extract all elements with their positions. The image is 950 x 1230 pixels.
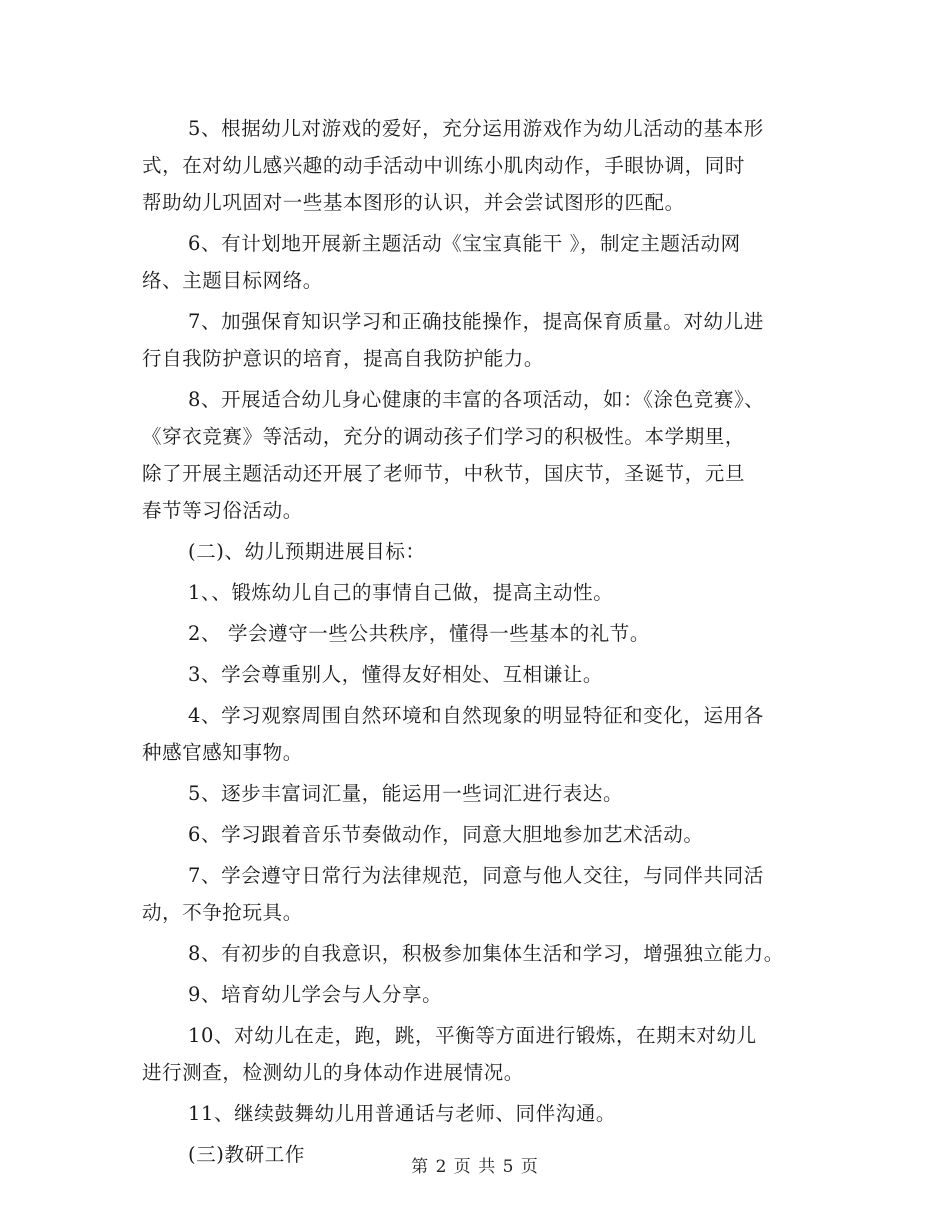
- paragraph-line: 种感官感知事物。: [142, 741, 303, 764]
- paragraph-line: 动，不争抢玩具。: [142, 901, 303, 924]
- paragraph-line: (三)教研工作: [188, 1143, 305, 1166]
- paragraph: [142, 574, 822, 611]
- paragraph: [142, 935, 822, 972]
- paragraph: [142, 976, 822, 1013]
- paragraph-line: 5、逐步丰富词汇量，能运用一些词汇进行表达。: [188, 782, 624, 805]
- paragraph: [142, 110, 822, 221]
- paragraph-line: 除了开展主题活动还开展了老师节，中秋节，国庆节，圣诞节，元旦: [142, 462, 746, 485]
- paragraph: [142, 656, 822, 693]
- paragraph-line: 8、开展适合幼儿身心健康的丰富的各项活动，如：《涂色竞赛》、: [188, 388, 765, 411]
- paragraph-line: 11、继续鼓舞幼儿用普通话与老师、同伴沟通。: [188, 1102, 617, 1125]
- paragraph-line: 6、学习跟着音乐节奏做动作，同意大胆地参加艺术活动。: [188, 823, 704, 846]
- page-footer: 第 2 页 共 5 页: [411, 1157, 539, 1177]
- paragraph: [142, 857, 822, 931]
- paragraph-line: 7、加强保育知识学习和正确技能操作，提高保育质量。对幼儿进: [188, 310, 764, 333]
- document-body: [142, 110, 822, 1173]
- paragraph-line: 2、 学会遵守一些公共秩序，懂得一些基本的礼节。: [188, 622, 651, 645]
- paragraph-line: 6、有计划地开展新主题活动《宝宝真能干 》，制定主题活动网: [188, 232, 741, 255]
- paragraph: [142, 1095, 822, 1132]
- paragraph: [142, 775, 822, 812]
- paragraph-line: (二)、幼儿预期进展目标：: [188, 540, 426, 563]
- paragraph-line: 8、有初步的自我意识，积极参加集体生活和学习，增强独立能力。: [188, 942, 784, 965]
- paragraph-line: 9、培育幼儿学会与人分享。: [188, 983, 443, 1006]
- paragraph: [142, 225, 822, 299]
- paragraph: [142, 697, 822, 771]
- paragraph-line: 进行测查，检测幼儿的身体动作进展情况。: [142, 1061, 524, 1084]
- paragraph-line: 《穿衣竞赛》等活动，充分的调动孩子们学习的积极性。本学期里，: [142, 425, 746, 448]
- paragraph: [142, 1017, 822, 1091]
- paragraph-line: 5、根据幼儿对游戏的爱好，充分运用游戏作为幼儿活动的基本形: [188, 117, 764, 140]
- paragraph-line: 4、学习观察周围自然环境和自然现象的明显特征和变化，运用各: [188, 704, 764, 727]
- paragraph-line: 10、对幼儿在走，跑，跳，平衡等方面进行锻炼，在期末对幼儿: [188, 1024, 757, 1047]
- paragraph: [142, 303, 822, 377]
- paragraph-line: 行自我防护意识的培育，提高自我防护能力。: [142, 347, 545, 370]
- paragraph-line: 式，在对幼儿感兴趣的动手活动中训练小肌肉动作，手眼协调，同时: [142, 154, 746, 177]
- paragraph: [142, 816, 822, 853]
- paragraph-line: 春节等习俗活动。: [142, 499, 303, 522]
- paragraph-line: 3、学会尊重别人，懂得友好相处、互相谦让。: [188, 663, 604, 686]
- paragraph: [142, 533, 822, 570]
- paragraph: [142, 381, 822, 529]
- paragraph-line: 络、主题目标网络。: [142, 269, 323, 292]
- paragraph-line: 7、学会遵守日常行为法律规范，同意与他人交往，与同伴共同活: [188, 864, 764, 887]
- paragraph-line: 帮助幼儿巩固对一些基本图形的认识，并会尝试图形的匹配。: [142, 191, 685, 214]
- paragraph: [142, 615, 822, 652]
- paragraph-line: 1、、锻炼幼儿自己的事情自己做，提高主动性。: [188, 581, 614, 604]
